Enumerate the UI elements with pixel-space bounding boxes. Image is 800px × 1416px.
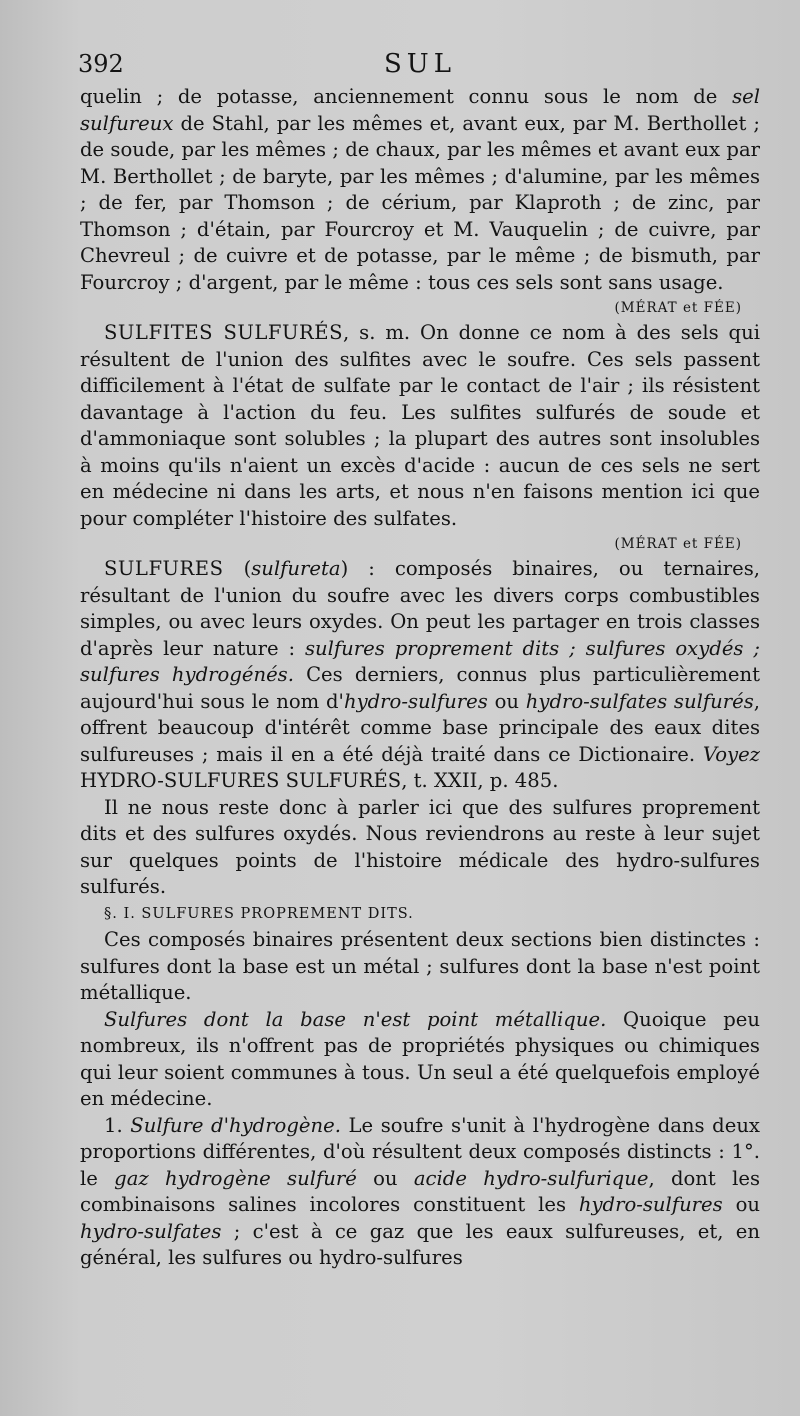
running-head: SUL — [384, 49, 456, 79]
author-signature: (MÉRAT et FÉE) — [614, 300, 742, 316]
entry-headword: SULFITES SULFURÉS — [104, 321, 344, 344]
paragraph: 1. Sulfure d'hydrogène. Le soufre s'unit à l'hydrogène dans deux proportions différentes, d'où résultent deux composés distincts : 1°. le gaz hydrogène sulfuré ou acide hydro-sulfurique, dont les combinaisons salines incolores constituent les hydro-sulfures ou hydro-sulfates ; c'est à ce gaz que les eaux sulfureuses, et, en général, les sulfures ou hydro-sulfures — [80, 1113, 761, 1269]
page-header — [80, 44, 760, 84]
author-signature: (MÉRAT et FÉE) — [614, 536, 742, 552]
paragraph: Ces composés binaires présentent deux sections bien distinctes : sulfures dont la base est un métal ; sulfures dont la base n'est point métallique. — [80, 928, 760, 1004]
entry-sulfures: SULFURES (sulfureta) : composés binaires, ou ternaires, résultant de l'union du soufre avec les divers corps combustibles simples, ou avec leurs oxydes. On peut les partager en trois classes d'après leur nature : sulfures proprement dits ; sulfures oxydés ; sulfures hydrogénés. Ces derniers, connus plus particulièrement aujourd'hui sous le nom d'hydro-sulfures ou hydro-sulfates sulfurés, offrent beaucoup d'intérêt comme base principale des eaux dites sulfureuses ; mais il en a été déjà traité dans ce Dictionaire. Voyez HYDRO-SULFURES SULFURÉS, t. XXII, p. 485. — [80, 557, 761, 792]
section-heading: §. I. SULFURES PROPREMENT DITS. — [104, 905, 414, 922]
body-text — [80, 84, 760, 1272]
page-number: 392 — [78, 50, 124, 78]
paragraph-continuation: quelin ; de potasse, anciennement connu sous le nom de sel sulfureux de Stahl, par les mêmes et, avant eux, par M. Berthollet ; de soude, par les mêmes ; de chaux, par les mêmes et avant eux par M. Berthollet ; de baryte, par les mêmes ; d'alumine, par les mêmes ; de fer, par Thomson ; de cérium, par Klaproth ; de zinc, par Thomson ; d'étain, par Fourcroy et M. Vauquelin ; de cuivre, par Chevreul ; de cuivre et de potasse, par le même ; de bismuth, par Fourcroy ; d'argent, par le même : tous ces sels sont sans usage. — [80, 85, 760, 294]
entry-headword: SULFURES — [104, 557, 224, 580]
paragraph: Sulfures dont la base n'est point métallique. Quoique peu nombreux, ils n'offrent pas de propriétés physiques ou chimiques qui leur soient communes à tous. Un seul a été quelquefois employé en médecine. — [80, 1007, 760, 1110]
entry-sulfites-sulfures: SULFITES SULFURÉS, s. m. On donne ce nom à des sels qui résultent de l'union des sulfites avec le soufre. Ces sels passent difficilement à l'état de sulfate par le contact de l'air ; ils résistent davantage à l'action du feu. Les sulfites sulfurés de soude et d'ammoniaque sont solubles ; la plupart des autres sont insolubles à moins qu'ils n'aient un excès d'acide : aucun de ces sels ne sert en médecine ni dans les arts, et nous n'en faisons mention ici que pour compléter l'histoire des sulfates. — [80, 321, 760, 530]
paragraph: Il ne nous reste donc à parler ici que des sulfures proprement dits et des sulfures oxydés. Nous reviendrons au reste à leur sujet sur quelques points de l'histoire médicale des hydro-sulfures sulfurés. — [80, 795, 760, 898]
